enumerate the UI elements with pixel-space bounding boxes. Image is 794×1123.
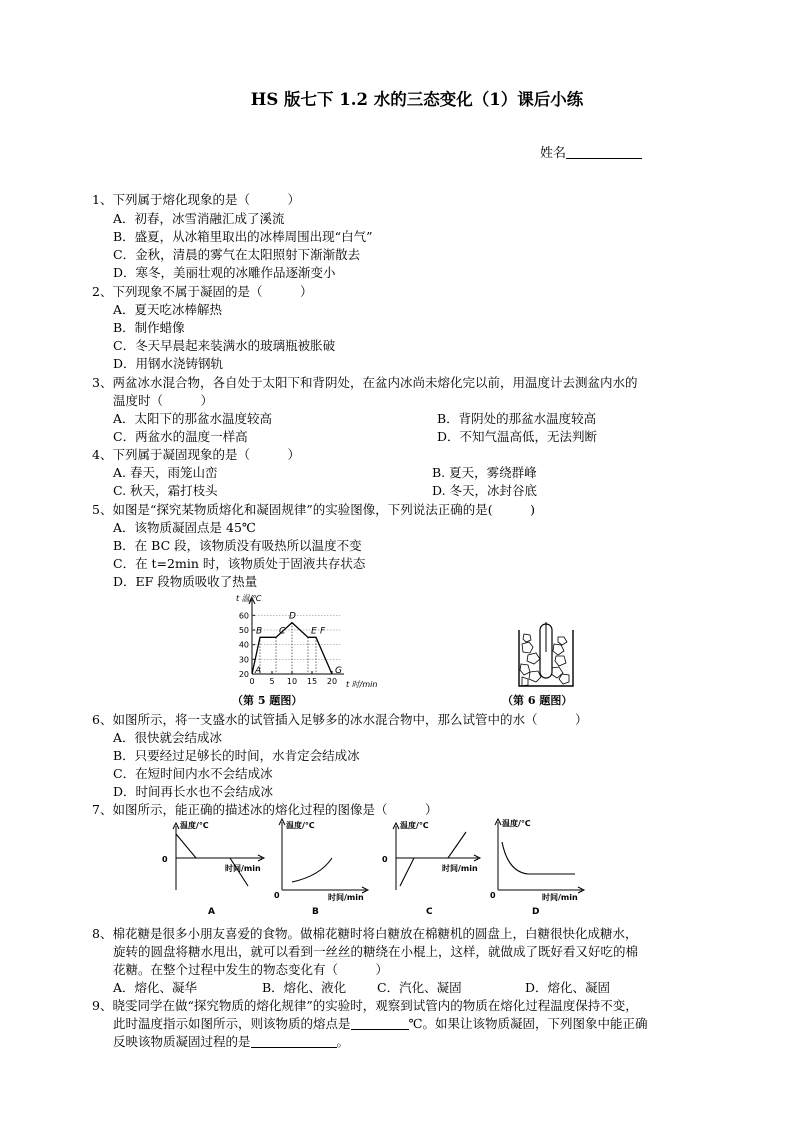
fig5-ytick-label: 40 bbox=[238, 640, 249, 650]
q9-line-2 bbox=[113, 1015, 648, 1032]
fig7-c-zero: 0 bbox=[382, 855, 388, 864]
q9-melting-point-blank[interactable] bbox=[351, 1016, 409, 1030]
q6-option-c: C．在短时间内水不会结成冰 bbox=[113, 766, 273, 781]
q6-option-b: B．只要经过足够长的时间，水肯定会结成冰 bbox=[113, 748, 360, 763]
q8-option-a: A．熔化、凝华 bbox=[113, 980, 198, 995]
q5-option-a: A．该物质凝固点是 45℃ bbox=[113, 520, 256, 535]
fig7-graph-d bbox=[490, 818, 584, 917]
q6-option-d: D．时间再长水也不会结成冰 bbox=[113, 784, 274, 799]
q1-option-d: D．寒冬，美丽壮观的冰雕作品逐渐变小 bbox=[113, 265, 336, 280]
fig5-ytick-label: 20 bbox=[238, 670, 249, 679]
fig7-b-ylabel: 温度/℃ bbox=[286, 821, 315, 830]
q8-line-2: 旋转的圆盘将糖水甩出，就可以看到一丝丝的糖绕在小棍上，这样，就做成了既好看又好吃的棉 bbox=[113, 944, 639, 959]
fig7-graphs bbox=[150, 814, 600, 920]
q5-option-d: D．EF 段物质吸收了热量 bbox=[113, 574, 258, 589]
page-title: HS 版七下 1.2 水的三态变化（1）课后小练 bbox=[250, 90, 584, 109]
fig7-a-ylabel: 温度/℃ bbox=[180, 821, 209, 830]
q9-text-d: 。 bbox=[336, 1034, 350, 1049]
q1-option-c: C．金秋，清晨的雾气在太阳照射下渐渐散去 bbox=[113, 247, 361, 262]
fig5-ytick-label: 30 bbox=[238, 655, 249, 665]
fig5-xlabel: t 时/min bbox=[346, 680, 378, 689]
fig7-c-xlabel: 时间/min bbox=[442, 864, 478, 873]
q5-option-c: C．在 t=2min 时，该物质处于固液共存状态 bbox=[113, 556, 366, 571]
q3-stem: 3、两盆冰水混合物，各自处于太阳下和背阴处，在盆内冰尚未熔化完以前，用温度计去测盆内水的 bbox=[92, 375, 638, 390]
fig5-point-label: F bbox=[320, 626, 326, 637]
name-field bbox=[540, 142, 642, 161]
q2-option-d: D．用钢水浇铸钢轨 bbox=[113, 356, 224, 371]
fig7-graph-b bbox=[274, 819, 368, 917]
q6-option-a: A．很快就会结成冰 bbox=[113, 730, 223, 745]
fig5-point-label: C bbox=[279, 626, 286, 637]
fig7-label-b: B bbox=[312, 907, 319, 917]
q9-text-a: 此时温度指示如图所示，则该物质的熔点是 bbox=[113, 1016, 351, 1031]
fig7-graph-c bbox=[382, 820, 480, 917]
q5-stem: 5、如图是“探究某物质熔化和凝固规律”的实验图像，下列说法正确的是( ) bbox=[92, 502, 535, 517]
q2-option-a: A．夏天吃冰棒解热 bbox=[113, 302, 223, 317]
q3-option-a: A．太阳下的那盆水温度较高 bbox=[113, 411, 273, 426]
fig7-graph-a bbox=[162, 820, 264, 917]
fig7-d-ylabel: 温度/℃ bbox=[502, 819, 531, 828]
fig7-label-c: C bbox=[426, 907, 433, 917]
q5-option-b: B．在 BC 段，该物质没有吸热所以温度不变 bbox=[113, 538, 362, 553]
fig7-a-zero: 0 bbox=[162, 855, 168, 864]
q4-option-c: C. 秋天，霜打枝头 bbox=[113, 483, 218, 498]
fig5-point-label: D bbox=[289, 611, 296, 622]
fig5-point-label: A bbox=[255, 666, 262, 676]
fig5-xtick-label: 20 bbox=[326, 677, 338, 686]
fig5-caption: （第 5 题图） bbox=[232, 694, 303, 707]
q8-option-c: C．汽化、凝固 bbox=[377, 980, 462, 995]
q8-option-d: D．熔化、凝固 bbox=[525, 980, 611, 995]
name-blank[interactable] bbox=[566, 144, 642, 159]
fig5-point-label: E bbox=[311, 626, 317, 637]
q6-stem: 6、如图所示，将一支盛水的试管插入足够多的冰水混合物中，那么试管中的水（ ） bbox=[92, 712, 588, 727]
q3-option-c: C．两盆水的温度一样高 bbox=[113, 429, 248, 444]
fig7-d-zero: 0 bbox=[490, 891, 496, 900]
fig7-a-xlabel: 时间/min bbox=[225, 864, 261, 873]
q8-option-b: B．熔化、液化 bbox=[262, 980, 347, 995]
fig7-b-zero: 0 bbox=[274, 891, 280, 900]
q2-stem: 2、下列现象不属于凝固的是（ ） bbox=[92, 284, 313, 299]
fig5-point-label: G bbox=[335, 666, 342, 676]
q9-line-1: 9、晓雯同学在做“探究物质的熔化规律”的实验时，观察到试管内的物质在熔化过程温度保持不变， bbox=[92, 998, 638, 1013]
q4-option-b: B. 夏天，雾绕群峰 bbox=[432, 465, 537, 480]
q8-line-3: 花糖。在整个过程中发生的物态变化有（ ） bbox=[113, 962, 389, 977]
q9-text-c: 反映该物质凝固过程的是 bbox=[113, 1034, 251, 1049]
q8-line-1: 8、棉花糖是很多小朋友喜爱的食物。做棉花糖时将白糖放在棉糖机的圆盘上，白糖很快化成糖水， bbox=[92, 926, 638, 941]
q2-option-b: B．制作蜡像 bbox=[113, 320, 185, 335]
fig7-c-ylabel: 温度/℃ bbox=[400, 821, 429, 830]
q1-option-a: A．初春，冰雪消融汇成了溪流 bbox=[113, 211, 285, 226]
name-label: 姓名 bbox=[540, 146, 567, 161]
q1-stem: 1、下列属于熔化现象的是（ ） bbox=[92, 192, 300, 207]
q7-stem: 7、如图所示，能正确的描述冰的熔化过程的图像是（ ） bbox=[92, 802, 438, 817]
fig5-xtick-label: 0 bbox=[249, 677, 255, 686]
fig5-point-label: B bbox=[256, 626, 263, 637]
fig7-d-xlabel: 时间/min bbox=[542, 893, 578, 902]
q4-option-a: A. 春天，雨笼山峦 bbox=[113, 465, 218, 480]
fig5-ylabel: t 温/℃ bbox=[236, 594, 262, 603]
fig5-xtick-label: 15 bbox=[306, 677, 318, 686]
fig7-label-d: D bbox=[532, 907, 540, 917]
fig5-chart bbox=[228, 590, 378, 690]
fig6-beaker bbox=[518, 622, 574, 688]
q9-line-3 bbox=[113, 1033, 349, 1050]
q3-option-d: D．不知气温高低，无法判断 bbox=[437, 429, 598, 444]
q1-option-b: B．盛夏，从冰箱里取出的冰棒周围出现“白气” bbox=[113, 229, 373, 244]
fig5-ytick-label: 50 bbox=[238, 626, 249, 635]
fig5-ytick-label: 60 bbox=[238, 611, 249, 621]
q4-stem: 4、下列属于凝固现象的是（ ） bbox=[92, 447, 300, 462]
q9-graph-blank[interactable] bbox=[251, 1034, 337, 1048]
q2-option-c: C．冬天早晨起来装满水的玻璃瓶被胀破 bbox=[113, 338, 336, 353]
fig7-label-a: A bbox=[208, 907, 215, 917]
fig5-xtick-label: 10 bbox=[286, 677, 298, 686]
fig5-xtick-label: 5 bbox=[269, 677, 275, 686]
fig7-b-xlabel: 时间/min bbox=[328, 893, 364, 902]
q3-option-b: B．背阴处的那盆水温度较高 bbox=[437, 411, 597, 426]
q4-option-d: D. 冬天，冰封谷底 bbox=[432, 483, 538, 498]
q9-text-b: ℃。如果让该物质凝固，下列图象中能正确 bbox=[408, 1016, 648, 1031]
q3-stem-cont: 温度时（ ） bbox=[113, 393, 214, 408]
fig6-caption: （第 6 题图） bbox=[502, 694, 573, 707]
